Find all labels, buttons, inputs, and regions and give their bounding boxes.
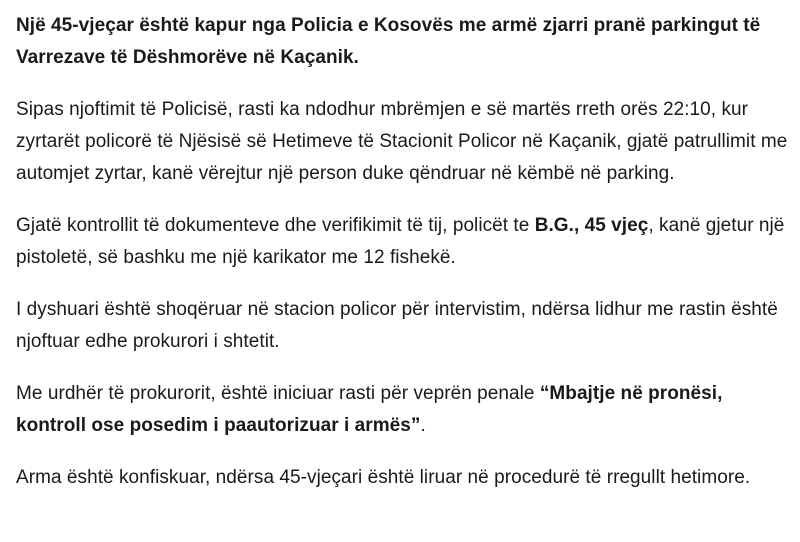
article-paragraph-3: I dyshuari është shoqëruar në stacion policor për intervistim, ndërsa lidhur me rastin është njoftuar edhe prokurori i shtetit.	[16, 299, 778, 352]
criminal-offense-name: “Mbajtje në pronësi, kontroll ose posedim i paautorizuar i armës”	[16, 383, 723, 436]
paragraph-4-text-end: .	[420, 415, 426, 436]
paragraph-4-text-start: Me urdhër të prokurorit, është iniciuar rasti për veprën penale	[16, 383, 540, 404]
article-paragraph-1: Sipas njoftimit të Policisë, rasti ka ndodhur mbrëmjen e së martës rreth orës 22:10, kur zyrtarët policorë të Njësisë së Hetimeve të Stacionit Policor në Kaçanik, gjatë patrullimit me automjet zyrtar, kanë vërejtur një person duke qëndruar në këmbë në parking.	[16, 99, 788, 184]
article-paragraph-4	[16, 378, 788, 442]
article-paragraph-2	[16, 210, 788, 274]
suspect-initials: B.G., 45 vjeç	[534, 215, 649, 236]
paragraph-2-text-end: , kanë gjetur një pistoletë, së bashku me një karikator me 12 fishekë.	[16, 215, 785, 268]
article-lead: Një 45-vjeçar është kapur nga Policia e Kosovës me armë zjarri pranë parkingut të Varrezave të Dëshmorëve në Kaçanik.	[16, 15, 761, 68]
paragraph-2-text-start: Gjatë kontrollit të dokumenteve dhe verifikimit të tij, policët te	[16, 215, 535, 236]
article-paragraph-5: Arma është konfiskuar, ndërsa 45-vjeçari është liruar në procedurë të rregullt hetimore.	[16, 467, 751, 488]
